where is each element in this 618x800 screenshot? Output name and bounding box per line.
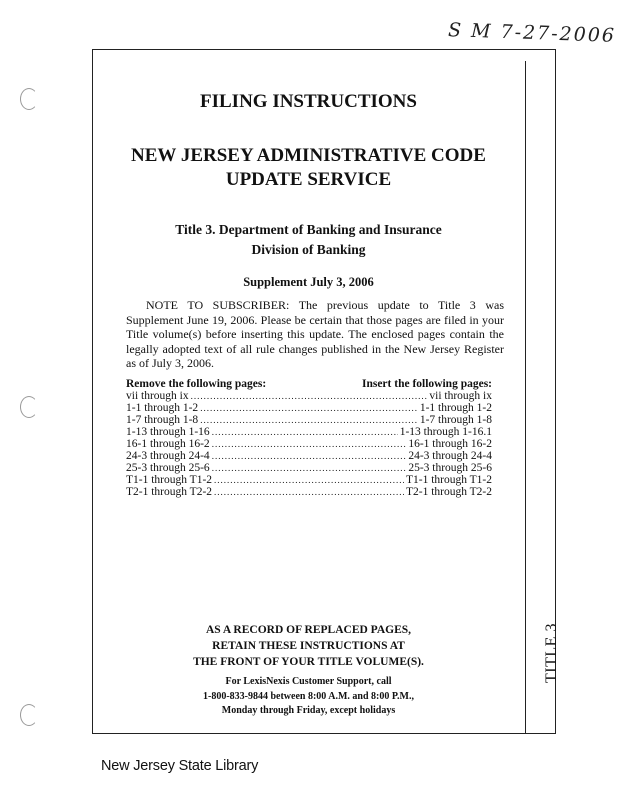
remove-range: 16-1 through 16-2 bbox=[126, 438, 210, 450]
filing-instructions-heading: FILING INSTRUCTIONS bbox=[200, 91, 417, 112]
insert-range: 16-1 through 16-2 bbox=[408, 438, 492, 450]
insert-range: 1-13 through 1-16.1 bbox=[399, 426, 492, 438]
supplement-date: Supplement July 3, 2006 bbox=[243, 275, 374, 289]
support-line2: 1-800-833-9844 between 8:00 A.M. and 8:00 P.M., bbox=[202, 690, 414, 702]
dot-leader bbox=[212, 462, 407, 474]
support-line1: For LexisNexis Customer Support, call bbox=[225, 676, 392, 687]
dot-leader bbox=[214, 486, 404, 498]
record-line3: THE FRONT OF YOUR TITLE VOLUME(S). bbox=[193, 656, 424, 668]
pages-row bbox=[126, 426, 492, 438]
record-notice bbox=[92, 622, 525, 670]
dot-leader bbox=[212, 438, 407, 450]
insert-range: 1-1 through 1-2 bbox=[419, 402, 492, 414]
pages-table-header bbox=[126, 378, 492, 390]
pages-table bbox=[126, 378, 492, 498]
remove-range: vii through ix bbox=[126, 390, 189, 402]
insert-range: 25-3 through 25-6 bbox=[408, 462, 492, 474]
handwritten-note: S M 7-27-2006 bbox=[447, 19, 617, 47]
remove-range: T2-1 through T2-2 bbox=[126, 486, 213, 498]
dot-leader bbox=[191, 390, 428, 402]
binder-hole-middle bbox=[20, 396, 38, 418]
remove-range: 1-13 through 1-16 bbox=[126, 426, 210, 438]
code-title-line2: UPDATE SERVICE bbox=[225, 169, 392, 190]
spine-label bbox=[540, 618, 564, 688]
pages-row bbox=[126, 438, 492, 450]
remove-range: 1-1 through 1-2 bbox=[126, 402, 199, 414]
customer-support bbox=[92, 675, 525, 719]
pages-row bbox=[126, 474, 492, 486]
remove-range: 24-3 through 24-4 bbox=[126, 450, 210, 462]
dot-leader bbox=[200, 414, 418, 426]
insert-range: T2-1 through T2-2 bbox=[405, 486, 492, 498]
remove-range: 25-3 through 25-6 bbox=[126, 462, 210, 474]
pages-row bbox=[126, 486, 492, 498]
record-line2: RETAIN THESE INSTRUCTIONS AT bbox=[212, 640, 405, 652]
insert-header: Insert the following pages: bbox=[361, 378, 492, 390]
title-line2: Division of Banking bbox=[251, 242, 366, 257]
insert-range: 24-3 through 24-4 bbox=[408, 450, 492, 462]
pages-row bbox=[126, 414, 492, 426]
tab-divider bbox=[525, 61, 526, 733]
dot-leader bbox=[200, 402, 418, 414]
pages-row bbox=[126, 402, 492, 414]
subscriber-note-text: NOTE TO SUBSCRIBER: The previous update to Title 3 was Supplement June 19, 2006. Please be certain that those pages are filed in your Title volume(s) before inserting this update. The enclosed pages contain the legally adopted text of all rule changes published in the New Jersey Register as of July 3, 2006. bbox=[126, 298, 504, 370]
title-line1: Title 3. Department of Banking and Insurance bbox=[175, 222, 442, 237]
code-title bbox=[92, 144, 525, 192]
spine-label-text: TITLE 3 bbox=[543, 623, 560, 683]
subscriber-note bbox=[126, 298, 504, 371]
insert-range: T1-1 through T1-2 bbox=[405, 474, 492, 486]
library-footer: New Jersey State Library bbox=[101, 758, 259, 774]
insert-range: vii through ix bbox=[429, 390, 492, 402]
code-title-line1: NEW JERSEY ADMINISTRATIVE CODE bbox=[131, 145, 486, 166]
title-block bbox=[92, 220, 525, 260]
pages-row bbox=[126, 390, 492, 402]
binder-hole-top bbox=[20, 88, 38, 110]
binder-hole-bottom bbox=[20, 704, 38, 726]
remove-range: 1-7 through 1-8 bbox=[126, 414, 199, 426]
remove-header: Remove the following pages: bbox=[126, 378, 267, 390]
dot-leader bbox=[212, 426, 398, 438]
support-line3: Monday through Friday, except holidays bbox=[221, 705, 396, 716]
record-line1: AS A RECORD OF REPLACED PAGES, bbox=[205, 624, 412, 636]
insert-range: 1-7 through 1-8 bbox=[419, 414, 492, 426]
dot-leader bbox=[212, 450, 407, 462]
pages-row bbox=[126, 462, 492, 474]
dot-leader bbox=[214, 474, 404, 486]
remove-range: T1-1 through T1-2 bbox=[126, 474, 213, 486]
pages-row bbox=[126, 450, 492, 462]
